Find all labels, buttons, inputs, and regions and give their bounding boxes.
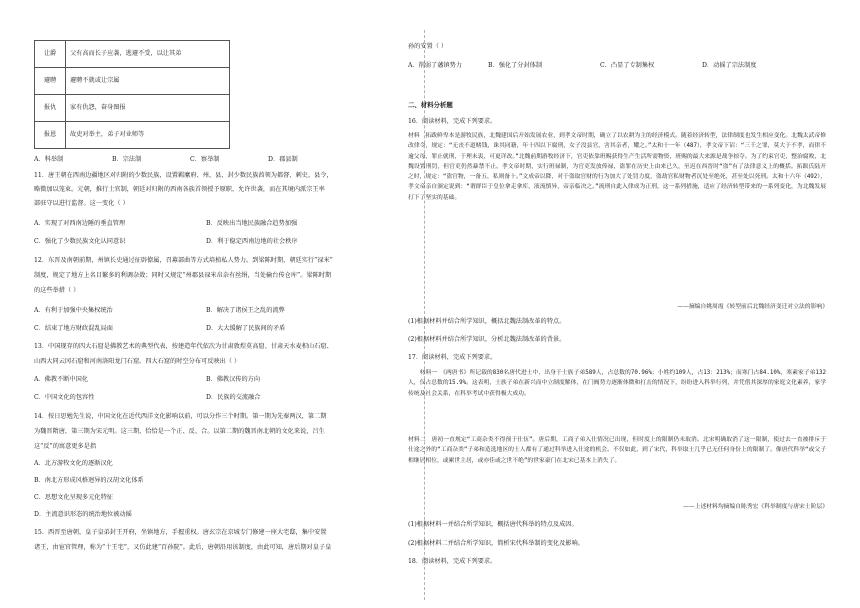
q11-options-row bbox=[34, 220, 378, 228]
option: A．实现了对西南边陲的垂直管理 bbox=[34, 220, 126, 227]
section-heading: 二、材料分析题 bbox=[408, 101, 453, 109]
q12-stem-line: 的这些举措（ ） bbox=[34, 287, 80, 294]
option: D．动摇了宗法制度 bbox=[702, 62, 757, 69]
option: A．削弱了藩镇势力 bbox=[408, 62, 462, 69]
option: B．佛教汉传的方向 bbox=[206, 376, 261, 383]
option: B．宗法制 bbox=[112, 156, 142, 163]
option: D．民族的交流融合 bbox=[206, 394, 261, 401]
q16-material: 材料 拓跋鲜卑本是游牧民族，北魏建国后开始发展农业，到孝文帝时期，确立了以农耕为主的经济模式。随着经济转型，法律制度也发生相应变化。北魏太武帝修改律令，规定：“无丧不道赌钱，诛其同籍，年十四以下腐刑，女子没县官，害其亲者，耀之。”太和十一年（487），孝文帝下诏：“三千之罪，莫大于不孝，而律不逾父母，罪止就刑，于理未衷，可更详改。”北魏前期游牧经济下，官吏依靠班赐获得生产生活所需物资，班赐的最大来源是战争掠夺。为了约束官吏，整治腐败，北魏设置刑罚，但官吏仍然暴禁不止。孝文帝时期，实行班禄制，为官吏发放俸禄，盗罪在历史上由来已久，至迟在西晋时“盗”有了法律意义上的概括。拓跋氏陆开之时，规定：“盗官物，一备五，私则备十。”文成帝以降，对于盗取官财的行为加大了处罚力度，盗劫官私财物者沉处至绝死，甚至处以死刑。太和十六年（492），孝文帝亲自颁定说到：“谓群臣于皇位拿走拿库，液流慎异，帝亲临决之。”流刑自此入律成为正刑，这一系列措施，适应了经济转型带来的一系列变化，为北魏发展打下了坚实的基础。 bbox=[408, 133, 826, 201]
q15-stem-line: 诸王，由宦官管理，称为“十王宅”，又仿此建“百孙院”。此后，唐朝沿用该制度，由此可知，唐后期对皇子皇 bbox=[34, 544, 332, 551]
custom-table bbox=[34, 40, 230, 149]
q12-options-row bbox=[34, 325, 378, 333]
option: D．利于稳定西南边地的社会秩序 bbox=[206, 238, 298, 245]
table-row bbox=[35, 95, 230, 122]
option: A．佛教不断中国化 bbox=[34, 376, 88, 383]
q16-intro: 16．阅读材料，完成下列要求。 bbox=[408, 118, 497, 125]
table-value: 家有仇怨，奋身图报 bbox=[66, 95, 230, 122]
q17-source: ——上述材料均摘编自陈秀宏《科举制度与唐宋士阶层》 bbox=[683, 504, 828, 510]
option: B．解决了诸侯王之乱的流弊 bbox=[206, 307, 285, 314]
q17-material-1: 材料一 《两唐书》所记载的830名唐代进士中，出身于士族子弟589人，占总数的70.96%；小姓约109人，占13：213%；而寒门占84.10%，寒素家子弟132人，仅占总数的15.9%。这表明，士族子弟在新兴而中立制度解体，在门阀势力逐渐体微和打击的情况下，纷纷进入科举行列，并凭借其深厚的家庭文化素养，家学传统及社会关系，在科举考试中获得极大成功。 bbox=[408, 370, 826, 397]
q16-source: ——摘编自姚周霞《转型前后北魏经济变迁对立法的影响》 bbox=[677, 304, 828, 310]
q15-options bbox=[408, 62, 780, 70]
q12-stem-line: 制度，规定了地方上名目繁多的利调杂敛；同时又规定“州郡县禄米帛杂有丝绢，当处输台传仓库”。梁陈时期 bbox=[34, 272, 332, 279]
option: A．有利于加强中央集权统治 bbox=[34, 307, 113, 314]
option: C．中国文化的包容性 bbox=[34, 394, 95, 401]
option: B．强化了分封体制 bbox=[488, 62, 543, 69]
q15-continuation: 孙的安置（ ） bbox=[408, 43, 448, 50]
q14-stem-line: 这“反”的寓意更多是指 bbox=[34, 443, 97, 450]
option: A．北方游牧文化的逐渐汉化 bbox=[34, 460, 113, 467]
option: C．结束了地方财政混乱局面 bbox=[34, 325, 113, 332]
q14-stem-line: 为魏晋隋唐，第三期为宋元明。这三期，恰恰是一个正、反、合。以第二期的魏晋南北朝的文化来说，吕生 bbox=[34, 428, 325, 435]
q11-stem-line: 部驻守以进行监督。这一变化（ ） bbox=[34, 200, 129, 207]
table-value: 故吏对举主，弟子对业师等 bbox=[66, 122, 230, 149]
option: B．南北方形成风格迥异的汉胡文化体系 bbox=[34, 477, 144, 484]
q13-stem-line: 13．中国现存的四大石窟是佛教艺术的典型代表，按建造年代依次为甘肃敦煌莫高窟、甘肃天水麦积山石窟、 bbox=[34, 343, 333, 350]
option: A．科举制 bbox=[34, 156, 64, 163]
option: C．凸显了专制集权 bbox=[600, 62, 655, 69]
q11-stem-line: 11．唐王朝在西南边疆地区对归附的少数民族，设置羁縻府、州、县，封少数民族酋领为都督、刺史、县令， bbox=[34, 172, 333, 179]
option: C．强化了少数民族文化认同意识 bbox=[34, 238, 126, 245]
q17-intro: 17．阅读材料，完成下列要求。 bbox=[408, 354, 497, 361]
option: B．反映出当地民族融合趋势加强 bbox=[206, 220, 298, 227]
q12-stem-line: 12．东晋及南朝前期，州镇长史通过征辟僚属，召募部曲等方式培植私人势力。到梁陈时期，朝廷实行“禄米” bbox=[34, 257, 333, 264]
option: C．察举制 bbox=[190, 156, 220, 163]
table-key: 报仇 bbox=[35, 95, 66, 122]
table-row bbox=[35, 41, 230, 68]
table-value: 避聘不就或让宗属 bbox=[66, 68, 230, 95]
column-divider bbox=[424, 30, 425, 600]
table-row bbox=[35, 122, 230, 149]
q18-intro: 18．阅读材料，完成下列要求。 bbox=[408, 558, 497, 565]
option: D．郡县制 bbox=[268, 156, 298, 163]
table-key: 避聘 bbox=[35, 68, 66, 95]
q17-question-2: (2)根据材料二并结合所学知识，简析宋代科举制的变化及影响。 bbox=[408, 540, 584, 547]
q15-stem-line: 15．西晋至唐朝，皇子皇弟封王开府，坐镇地方，手握重权。唐玄宗在京城专门修建一座大宅邸，集中安置 bbox=[34, 529, 327, 536]
q17-material-2: 材料二 唐初一直规定“工商杂类不得预于仕伍”。唐后期，工商子弟入仕情况已出现，但时度上的限制仍未取消。北宋明确取消了这一限制，使过去一直被排斥于仕途之外的“工商杂类”子弟和造选地区的士人都有了通过科举进入仕途的机会。不仅如此，到了宋代，科举取士几乎已无任何身份上的限制了。像唐代科举“或父子相继居相位，或累世主居，或亦佳或之世不绝”的世家豪门在北宋已基本上消失了。 bbox=[408, 437, 826, 464]
table-key: 报恩 bbox=[35, 122, 66, 149]
table-row bbox=[35, 68, 230, 95]
table-value: 父有高而长子应袭，逃避不受，以让其弟 bbox=[66, 41, 230, 68]
q17-question-1: (1)根据材料一并结合所学知识，概括唐代科举的特点及成因。 bbox=[408, 521, 578, 528]
q16-question-2: (2)根据材料并结合所学知识，分析北魏法制改革的背景。 bbox=[408, 336, 566, 343]
table-key: 让爵 bbox=[35, 41, 66, 68]
option: D．大大缓解了民族间的矛盾 bbox=[206, 325, 286, 332]
q11-options-row bbox=[34, 238, 378, 246]
q10-options bbox=[34, 156, 346, 164]
q16-question-1: (1)根据材料并结合所学知识，概括北魏法制改革的特点。 bbox=[408, 318, 566, 325]
q14-stem-line: 14．按日思勉先生说，中国文化在近代西洋文化影响以前，可以分作三个时期。第一期为先秦两汉，第二期 bbox=[34, 413, 327, 420]
option: C．思想文化呈现多元化特征 bbox=[34, 494, 113, 501]
q13-options-row bbox=[34, 376, 378, 384]
option: D．主流意识形态的统治地位被动摇 bbox=[34, 511, 132, 518]
q13-options-row bbox=[34, 394, 378, 402]
q12-options-row bbox=[34, 307, 378, 315]
q13-stem-line: 山西大同云冈石窟和河南洛阳龙门石窟。四大石窟的时空分布可反映出（ ） bbox=[34, 358, 241, 365]
q11-stem-line: 略微加以笼束。元朝，推行土官制，朝廷对归附的西南各族首领授予原职，允许世袭，而在其境内派宗王率 bbox=[34, 186, 325, 193]
